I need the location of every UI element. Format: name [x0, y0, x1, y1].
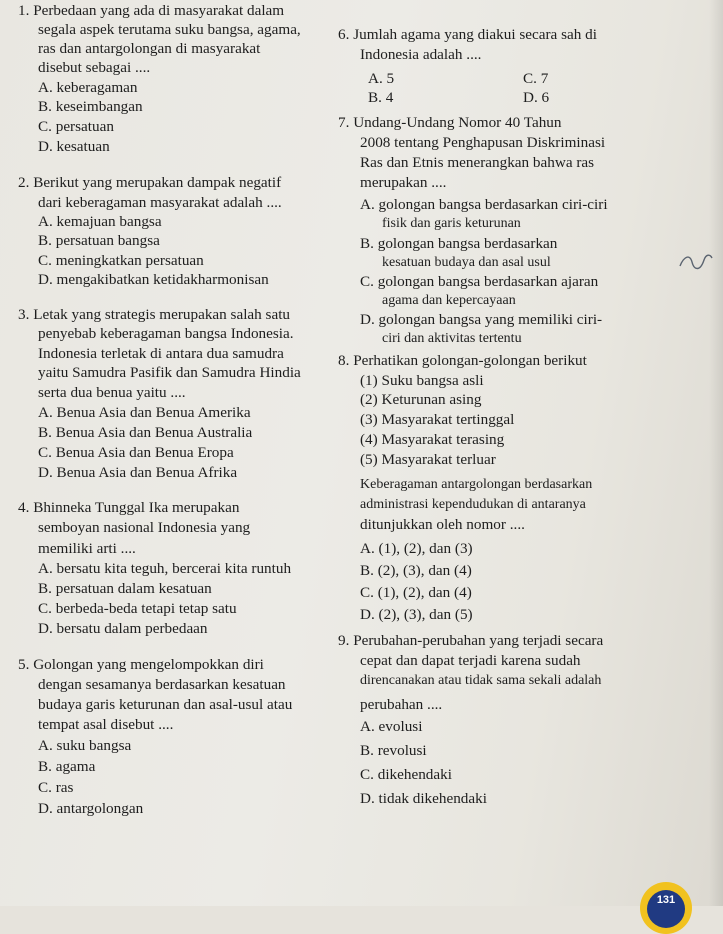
left-text-line: D. kesatuan — [38, 138, 110, 155]
left-text-line: yaitu Samudra Pasifik dan Samudra Hindia — [38, 364, 301, 381]
left-text-line: B. agama — [38, 758, 96, 775]
right-text-line: administrasi kependudukan di antaranya — [360, 497, 586, 512]
right-text-line: 7. Undang-Undang Nomor 40 Tahun — [338, 114, 562, 131]
right-text-line: B. revolusi — [360, 742, 427, 759]
left-text-line: penyebab keberagaman bangsa Indonesia. — [38, 325, 294, 342]
left-text-line: 3. Letak yang strategis merupakan salah satu — [18, 306, 291, 323]
left-text-line: segala aspek terutama suku bangsa, agama, — [38, 21, 301, 38]
right-text-line: A. 5 — [368, 70, 395, 87]
left-text-line: Indonesia terletak di antara dua samudra — [38, 345, 284, 362]
right-text-line: Indonesia adalah .... — [360, 46, 482, 63]
right-text-line: 6. Jumlah agama yang diakui secara sah di — [338, 26, 597, 43]
left-text-line: 2. Berikut yang merupakan dampak negatif — [18, 174, 282, 191]
right-text-line: D. tidak dikehendaki — [360, 790, 487, 807]
right-text-line: 9. Perubahan-perubahan yang terjadi secara — [338, 632, 604, 649]
left-text-line: D. bersatu dalam perbedaan — [38, 620, 208, 637]
left-text-line: D. mengakibatkan ketidakharmonisan — [38, 271, 269, 288]
page-number: 131 — [656, 894, 676, 906]
right-text-line: C. golongan bangsa berdasarkan ajaran — [360, 273, 599, 290]
right-text-line: Keberagaman antargolongan berdasarkan — [360, 477, 593, 492]
left-text-line: C. meningkatkan persatuan — [38, 252, 204, 269]
right-text-line: D. golongan bangsa yang memiliki ciri- — [360, 311, 603, 328]
left-text-line: C. ras — [38, 779, 74, 796]
left-text-line: memiliki arti .... — [38, 540, 136, 557]
left-text-line: budaya garis keturunan dan asal-usul atau — [38, 696, 293, 713]
right-text-line: B. 4 — [368, 89, 394, 106]
right-text-line: kesatuan budaya dan asal usul — [382, 255, 551, 270]
right-text-line: Ras dan Etnis menerangkan bahwa ras — [360, 154, 595, 171]
right-text-line: ditunjukkan oleh nomor .... — [360, 516, 525, 533]
left-text-line: A. bersatu kita teguh, bercerai kita runtuh — [38, 560, 292, 577]
left-text-line: dengan sesamanya berdasarkan kesatuan — [38, 676, 286, 693]
left-text-line: B. Benua Asia dan Benua Australia — [38, 424, 253, 441]
left-text-line: C. berbeda-beda tetapi tetap satu — [38, 600, 237, 617]
left-text-line: tempat asal disebut .... — [38, 716, 174, 733]
right-text-line: fisik dan garis keturunan — [382, 216, 521, 231]
right-text-line: A. evolusi — [360, 718, 423, 735]
right-text-line: direncanakan atau tidak sama sekali adalah — [360, 673, 602, 688]
left-text-line: D. Benua Asia dan Benua Afrika — [38, 464, 238, 481]
right-text-line: A. (1), (2), dan (3) — [360, 540, 473, 557]
right-text-line: (5) Masyarakat terluar — [360, 451, 496, 468]
left-text-line: A. keberagaman — [38, 79, 138, 96]
right-text-line: C. dikehendaki — [360, 766, 452, 783]
right-text-line: (3) Masyarakat tertinggal — [360, 411, 515, 428]
left-text-line: dari keberagaman masyarakat adalah .... — [38, 194, 282, 211]
left-text-line: disebut sebagai .... — [38, 59, 151, 76]
left-text-line: D. antargolongan — [38, 800, 144, 817]
right-text-line: 2008 tentang Penghapusan Diskriminasi — [360, 134, 606, 151]
left-text-line: 5. Golongan yang mengelompokkan diri — [18, 656, 264, 673]
right-text-line: ciri dan aktivitas tertentu — [382, 331, 522, 346]
right-text-line: B. (2), (3), dan (4) — [360, 562, 472, 579]
right-text-line: cepat dan dapat terjadi karena sudah — [360, 652, 581, 669]
left-text-line: A. Benua Asia dan Benua Amerika — [38, 404, 251, 421]
page-edge-shadow — [709, 0, 723, 906]
right-text-line: 8. Perhatikan golongan-golongan berikut — [338, 352, 587, 369]
left-text-line: serta dua benua yaitu .... — [38, 384, 186, 401]
right-text-line: merupakan .... — [360, 174, 447, 191]
left-text-line: A. kemajuan bangsa — [38, 213, 162, 230]
left-text-line: C. Benua Asia dan Benua Eropa — [38, 444, 234, 461]
right-text-line: perubahan .... — [360, 696, 443, 713]
right-text-line: (1) Suku bangsa asli — [360, 372, 484, 389]
right-text-line: D. 6 — [523, 89, 550, 106]
right-text-line: (4) Masyarakat terasing — [360, 431, 505, 448]
page-number-badge — [640, 882, 692, 934]
right-text-line: D. (2), (3), dan (5) — [360, 606, 473, 623]
right-text-line: (2) Keturunan asing — [360, 391, 482, 408]
left-text-line: B. persatuan bangsa — [38, 232, 160, 249]
left-text-line: C. persatuan — [38, 118, 114, 135]
left-text-line: 1. Perbedaan yang ada di masyarakat dalam — [18, 2, 285, 19]
left-text-line: ras dan antargolongan di masyarakat — [38, 40, 261, 57]
right-text-line: agama dan kepercayaan — [382, 293, 516, 308]
right-text-line: B. golongan bangsa berdasarkan — [360, 235, 558, 252]
left-text-line: 4. Bhinneka Tunggal Ika merupakan — [18, 499, 240, 516]
left-text-line: B. persatuan dalam kesatuan — [38, 580, 212, 597]
left-text-line: A. suku bangsa — [38, 737, 132, 754]
left-text-line: semboyan nasional Indonesia yang — [38, 519, 251, 536]
right-text-line: C. (1), (2), dan (4) — [360, 584, 472, 601]
right-text-line: C. 7 — [523, 70, 549, 87]
left-text-line: B. keseimbangan — [38, 98, 143, 115]
right-text-line: A. golongan bangsa berdasarkan ciri-ciri — [360, 196, 608, 213]
